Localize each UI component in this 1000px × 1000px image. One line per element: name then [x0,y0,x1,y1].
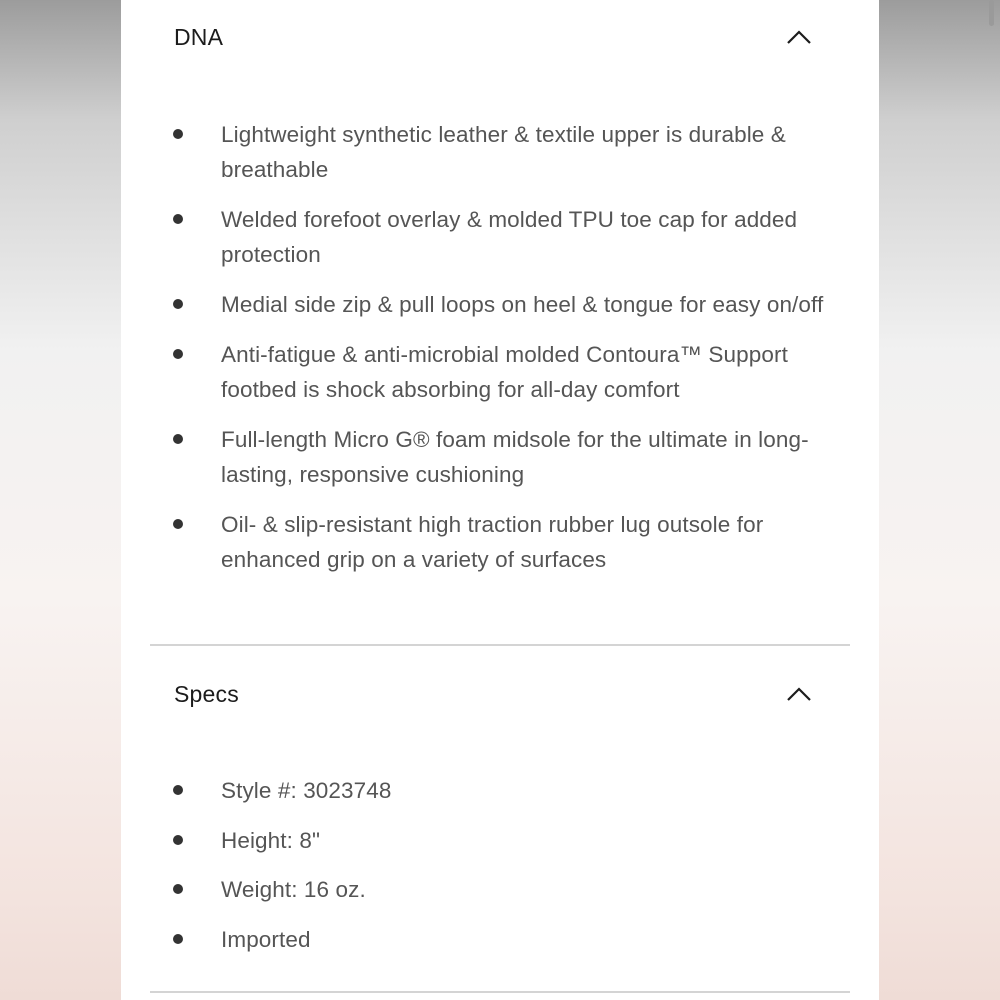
bullet-icon [173,129,183,139]
list-item: Anti-fatigue & anti-microbial molded Contoura™ Support footbed is shock absorbing for all-day comfort [171,337,861,407]
specs-section-header[interactable] [174,674,814,714]
dna-list [171,117,861,577]
section-title-specs: Specs [174,680,239,707]
chevron-up-icon[interactable] [784,22,814,52]
background-left [0,0,121,1000]
list-item: Welded forefoot overlay & molded TPU toe cap for added protection [171,202,861,272]
specs-list [171,773,861,957]
list-item: Height: 8" [171,823,861,858]
bullet-icon [173,349,183,359]
scrollbar-thumb[interactable] [989,0,994,26]
list-item: Oil- & slip-resistant high traction rubber lug outsole for enhanced grip on a variety of surfaces [171,507,861,577]
section-title-dna: DNA [174,23,224,50]
bullet-icon [173,884,183,894]
section-divider [150,991,850,993]
list-item: Lightweight synthetic leather & textile upper is durable & breathable [171,117,861,187]
list-item: Imported [171,922,861,957]
bullet-icon [173,214,183,224]
bullet-icon [173,519,183,529]
section-divider [150,644,850,646]
list-item: Weight: 16 oz. [171,872,861,907]
background-right [879,0,1000,1000]
list-item: Full-length Micro G® foam midsole for the ultimate in long-lasting, responsive cushioning [171,422,861,492]
chevron-up-icon[interactable] [784,679,814,709]
bullet-icon [173,785,183,795]
bullet-icon [173,934,183,944]
list-item: Style #: 3023748 [171,773,861,808]
dna-section-header[interactable] [174,17,814,57]
bullet-icon [173,299,183,309]
bullet-icon [173,434,183,444]
product-details-panel [121,0,879,1000]
list-item: Medial side zip & pull loops on heel & tongue for easy on/off [171,287,861,322]
bullet-icon [173,835,183,845]
